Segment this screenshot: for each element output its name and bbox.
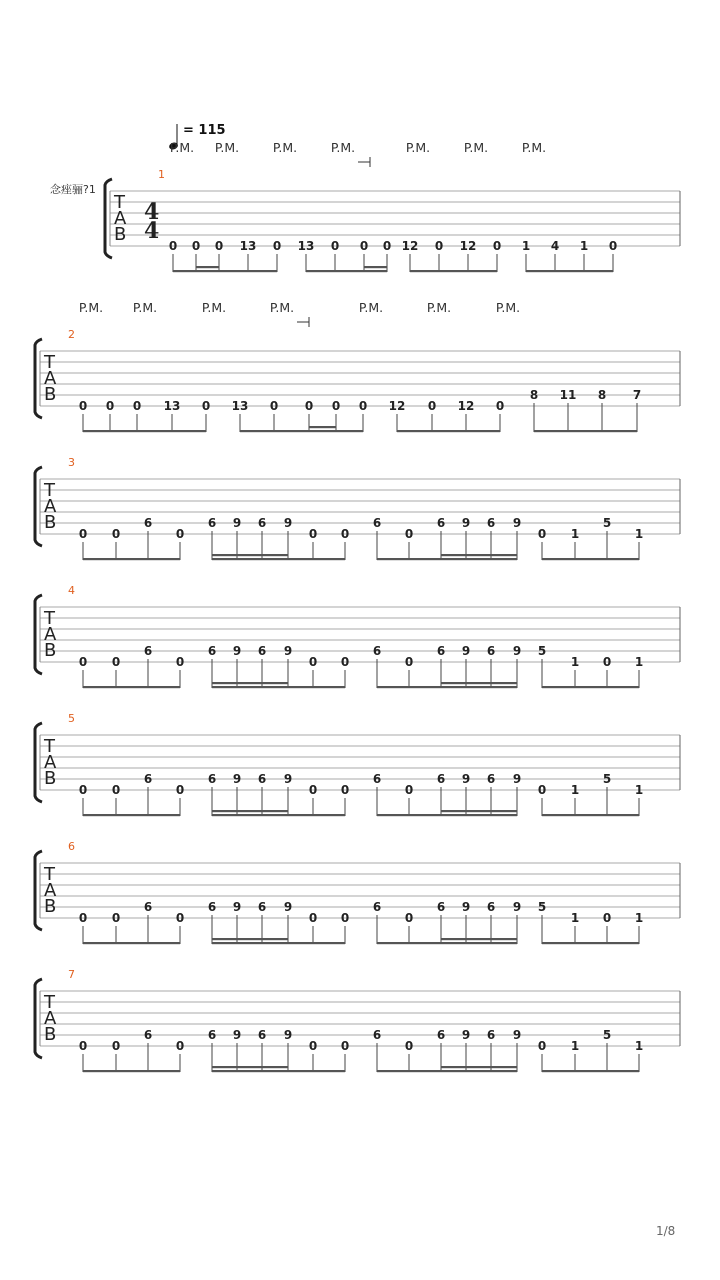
tab-clef-b: B xyxy=(44,384,57,405)
fret-number: 0 xyxy=(602,911,612,925)
measure-number: 6 xyxy=(68,840,75,853)
fret-number: 0 xyxy=(308,655,318,669)
tab-clef-t: T xyxy=(44,992,55,1013)
palm-mute: P.M. xyxy=(201,300,227,315)
palm-mute: P.M. xyxy=(78,300,104,315)
tab-clef-b: B xyxy=(44,640,57,661)
fret-number: 6 xyxy=(143,644,153,658)
beam-eighth xyxy=(83,942,180,944)
fret-number: 6 xyxy=(372,772,382,786)
fret-number: 5 xyxy=(537,900,547,914)
fret-number: 0 xyxy=(175,527,185,541)
tab-system-1 xyxy=(105,140,680,272)
fret-number: 13 xyxy=(231,399,249,413)
beam-eighth xyxy=(83,686,180,688)
fret-number: 0 xyxy=(331,399,341,413)
fret-number: 6 xyxy=(143,516,153,530)
fret-number: 6 xyxy=(143,772,153,786)
fret-number: 6 xyxy=(486,900,496,914)
fret-number: 0 xyxy=(434,239,444,253)
fret-number: 6 xyxy=(436,772,446,786)
beam-eighth xyxy=(410,270,497,272)
fret-number: 9 xyxy=(512,900,522,914)
fret-number: 0 xyxy=(537,527,547,541)
palm-mute: P.M. xyxy=(463,140,489,155)
fret-number: 11 xyxy=(559,388,577,402)
tab-clef-t: T xyxy=(44,736,55,757)
fret-number: 9 xyxy=(461,1028,471,1042)
beam-eighth xyxy=(526,270,613,272)
beam-sixteenth xyxy=(309,426,336,428)
fret-number: 0 xyxy=(201,399,211,413)
fret-number: 6 xyxy=(372,900,382,914)
fret-number: 0 xyxy=(308,783,318,797)
fret-number: 9 xyxy=(512,516,522,530)
palm-mute: P.M. xyxy=(358,300,384,315)
fret-number: 0 xyxy=(78,399,88,413)
fret-number: 6 xyxy=(257,644,267,658)
fret-number: 0 xyxy=(340,655,350,669)
beam-eighth xyxy=(377,814,517,816)
tab-clef-t: T xyxy=(114,192,125,213)
fret-number: 0 xyxy=(340,1039,350,1053)
fret-number: 1 xyxy=(570,783,580,797)
fret-number: 0 xyxy=(304,399,314,413)
beam-sixteenth xyxy=(441,554,517,556)
measure-number: 7 xyxy=(68,968,75,981)
tempo-label: = 115 xyxy=(183,123,226,138)
fret-number: 13 xyxy=(297,239,315,253)
time-signature-top: 4 xyxy=(144,199,160,225)
fret-number: 0 xyxy=(404,911,414,925)
fret-number: 6 xyxy=(486,1028,496,1042)
beam-eighth xyxy=(83,1070,180,1072)
palm-mute: P.M. xyxy=(269,300,295,315)
fret-number: 0 xyxy=(175,911,185,925)
beam-eighth xyxy=(240,430,363,432)
beam-sixteenth xyxy=(364,266,387,268)
tab-clef-a: A xyxy=(44,496,57,517)
fret-number: 5 xyxy=(537,644,547,658)
tab-system-2 xyxy=(35,300,680,432)
fret-number: 6 xyxy=(486,772,496,786)
fret-number: 0 xyxy=(111,1039,121,1053)
tab-clef-t: T xyxy=(44,352,55,373)
fret-number: 6 xyxy=(257,772,267,786)
fret-number: 6 xyxy=(257,900,267,914)
fret-number: 9 xyxy=(512,772,522,786)
beam-sixteenth xyxy=(196,266,219,268)
fret-number: 0 xyxy=(495,399,505,413)
tab-clef-b: B xyxy=(44,1024,57,1045)
beam-eighth xyxy=(306,270,387,272)
fret-number: 0 xyxy=(340,783,350,797)
fret-number: 0 xyxy=(105,399,115,413)
palm-mute: P.M. xyxy=(330,140,356,155)
fret-number: 1 xyxy=(521,239,531,253)
fret-number: 0 xyxy=(404,1039,414,1053)
fret-number: 1 xyxy=(570,655,580,669)
beam-eighth xyxy=(542,814,639,816)
fret-number: 0 xyxy=(168,239,178,253)
tab-clef-b: B xyxy=(44,512,57,533)
fret-number: 0 xyxy=(404,527,414,541)
measure-number: 5 xyxy=(68,712,75,725)
fret-number: 0 xyxy=(404,783,414,797)
fret-number: 1 xyxy=(570,1039,580,1053)
measure-number: 4 xyxy=(68,584,75,597)
fret-number: 6 xyxy=(207,644,217,658)
fret-number: 13 xyxy=(239,239,257,253)
fret-number: 9 xyxy=(283,1028,293,1042)
fret-number: 0 xyxy=(359,239,369,253)
beam-sixteenth xyxy=(212,554,288,556)
tab-clef-t: T xyxy=(44,864,55,885)
fret-number: 9 xyxy=(461,900,471,914)
fret-number: 0 xyxy=(308,1039,318,1053)
beam-eighth xyxy=(397,430,500,432)
beam-sixteenth xyxy=(212,938,288,940)
fret-number: 1 xyxy=(634,527,644,541)
fret-number: 9 xyxy=(512,1028,522,1042)
fret-number: 6 xyxy=(372,516,382,530)
measure-number: 1 xyxy=(158,168,165,181)
fret-number: 0 xyxy=(404,655,414,669)
measure-number: 2 xyxy=(68,328,75,341)
fret-number: 0 xyxy=(78,911,88,925)
beam-sixteenth xyxy=(441,1066,517,1068)
fret-number: 9 xyxy=(232,516,242,530)
fret-number: 0 xyxy=(330,239,340,253)
fret-number: 5 xyxy=(602,772,612,786)
fret-number: 0 xyxy=(175,655,185,669)
palm-mute: P.M. xyxy=(132,300,158,315)
fret-number: 6 xyxy=(207,516,217,530)
beam-sixteenth xyxy=(212,810,288,812)
fret-number: 0 xyxy=(132,399,142,413)
fret-number: 1 xyxy=(634,911,644,925)
fret-number: 12 xyxy=(459,239,477,253)
beam-eighth xyxy=(542,558,639,560)
fret-number: 0 xyxy=(308,527,318,541)
fret-number: 6 xyxy=(436,900,446,914)
fret-number: 5 xyxy=(602,516,612,530)
fret-number: 0 xyxy=(111,527,121,541)
fret-number: 9 xyxy=(232,900,242,914)
fret-number: 9 xyxy=(232,1028,242,1042)
fret-number: 0 xyxy=(111,655,121,669)
fret-number: 13 xyxy=(163,399,181,413)
palm-mute: P.M. xyxy=(495,300,521,315)
beam-eighth xyxy=(83,430,206,432)
fret-number: 6 xyxy=(372,644,382,658)
beam-eighth xyxy=(377,558,517,560)
fret-number: 0 xyxy=(214,239,224,253)
palm-mute: P.M. xyxy=(521,140,547,155)
tab-system-6 xyxy=(35,840,680,944)
fret-number: 0 xyxy=(175,783,185,797)
tab-clef-a: A xyxy=(44,368,57,389)
fret-number: 9 xyxy=(232,772,242,786)
fret-number: 0 xyxy=(111,783,121,797)
fret-number: 0 xyxy=(340,911,350,925)
tab-clef-a: A xyxy=(44,752,57,773)
fret-number: 0 xyxy=(191,239,201,253)
beam-eighth xyxy=(542,1070,639,1072)
fret-number: 7 xyxy=(632,388,642,402)
fret-number: 6 xyxy=(143,900,153,914)
beam-eighth xyxy=(212,942,345,944)
palm-mute: P.M. xyxy=(405,140,431,155)
fret-number: 12 xyxy=(401,239,419,253)
beam-eighth xyxy=(542,686,639,688)
fret-number: 4 xyxy=(550,239,560,253)
tab-system-3 xyxy=(35,456,680,560)
palm-mute: P.M. xyxy=(214,140,240,155)
fret-number: 8 xyxy=(597,388,607,402)
fret-number: 9 xyxy=(512,644,522,658)
systems-layer xyxy=(35,140,680,1072)
beam-eighth xyxy=(534,430,637,432)
fret-number: 9 xyxy=(283,516,293,530)
fret-number: 9 xyxy=(461,772,471,786)
fret-number: 9 xyxy=(461,516,471,530)
fret-number: 6 xyxy=(207,900,217,914)
fret-number: 1 xyxy=(634,783,644,797)
fret-number: 9 xyxy=(283,900,293,914)
beam-eighth xyxy=(377,942,517,944)
fret-number: 0 xyxy=(358,399,368,413)
fret-number: 9 xyxy=(283,644,293,658)
fret-number: 6 xyxy=(436,644,446,658)
palm-mute: P.M. xyxy=(272,140,298,155)
tab-system-5 xyxy=(35,712,680,816)
fret-number: 12 xyxy=(457,399,475,413)
fret-number: 6 xyxy=(486,644,496,658)
fret-number: 6 xyxy=(207,772,217,786)
beam-sixteenth xyxy=(441,810,517,812)
palm-mute: P.M. xyxy=(169,140,195,155)
fret-number: 6 xyxy=(143,1028,153,1042)
fret-number: 0 xyxy=(269,399,279,413)
fret-number: 0 xyxy=(537,1039,547,1053)
fret-number: 6 xyxy=(207,1028,217,1042)
beam-sixteenth xyxy=(212,1066,288,1068)
track-name: 念痤骊?1 xyxy=(50,183,96,196)
fret-number: 0 xyxy=(427,399,437,413)
tab-clef-a: A xyxy=(114,208,127,229)
tab-clef-t: T xyxy=(44,608,55,629)
beam-eighth xyxy=(212,1070,345,1072)
fret-number: 12 xyxy=(388,399,406,413)
fret-number: 5 xyxy=(602,1028,612,1042)
fret-number: 9 xyxy=(461,644,471,658)
beam-eighth xyxy=(83,814,180,816)
fret-number: 6 xyxy=(436,1028,446,1042)
fret-number: 6 xyxy=(257,1028,267,1042)
fret-number: 1 xyxy=(570,911,580,925)
beam-eighth xyxy=(377,686,517,688)
fret-number: 0 xyxy=(78,527,88,541)
tab-clef-a: A xyxy=(44,624,57,645)
beam-sixteenth xyxy=(212,682,288,684)
fret-number: 0 xyxy=(78,1039,88,1053)
fret-number: 0 xyxy=(537,783,547,797)
fret-number: 0 xyxy=(608,239,618,253)
beam-eighth xyxy=(377,1070,517,1072)
fret-number: 1 xyxy=(634,655,644,669)
tab-clef-t: T xyxy=(44,480,55,501)
beam-eighth xyxy=(212,686,345,688)
time-signature-bottom: 4 xyxy=(144,218,160,244)
fret-number: 1 xyxy=(570,527,580,541)
fret-number: 1 xyxy=(579,239,589,253)
beam-eighth xyxy=(212,814,345,816)
tab-clef-a: A xyxy=(44,880,57,901)
palm-mute: P.M. xyxy=(426,300,452,315)
beam-eighth xyxy=(542,942,639,944)
tab-clef-b: B xyxy=(44,768,57,789)
tab-clef-b: B xyxy=(44,896,57,917)
fret-number: 0 xyxy=(78,655,88,669)
fret-number: 6 xyxy=(257,516,267,530)
beam-eighth xyxy=(83,558,180,560)
fret-number: 0 xyxy=(492,239,502,253)
beam-eighth xyxy=(173,270,277,272)
fret-number: 6 xyxy=(436,516,446,530)
fret-number: 9 xyxy=(232,644,242,658)
fret-number: 0 xyxy=(175,1039,185,1053)
fret-number: 0 xyxy=(308,911,318,925)
beam-eighth xyxy=(212,558,345,560)
page-indicator: 1/8 xyxy=(656,1224,676,1238)
fret-number: 8 xyxy=(529,388,539,402)
fret-number: 0 xyxy=(272,239,282,253)
fret-number: 9 xyxy=(283,772,293,786)
fret-number: 0 xyxy=(602,655,612,669)
fret-number: 0 xyxy=(78,783,88,797)
fret-number: 0 xyxy=(111,911,121,925)
fret-number: 0 xyxy=(340,527,350,541)
tab-clef-a: A xyxy=(44,1008,57,1029)
fret-number: 0 xyxy=(382,239,392,253)
beam-sixteenth xyxy=(441,682,517,684)
beam-sixteenth xyxy=(441,938,517,940)
fret-number: 6 xyxy=(486,516,496,530)
tab-clef-b: B xyxy=(114,224,127,245)
fret-number: 1 xyxy=(634,1039,644,1053)
measure-number: 3 xyxy=(68,456,75,469)
fret-number: 6 xyxy=(372,1028,382,1042)
tab-system-7 xyxy=(35,968,680,1072)
tab-system-4 xyxy=(35,584,680,688)
